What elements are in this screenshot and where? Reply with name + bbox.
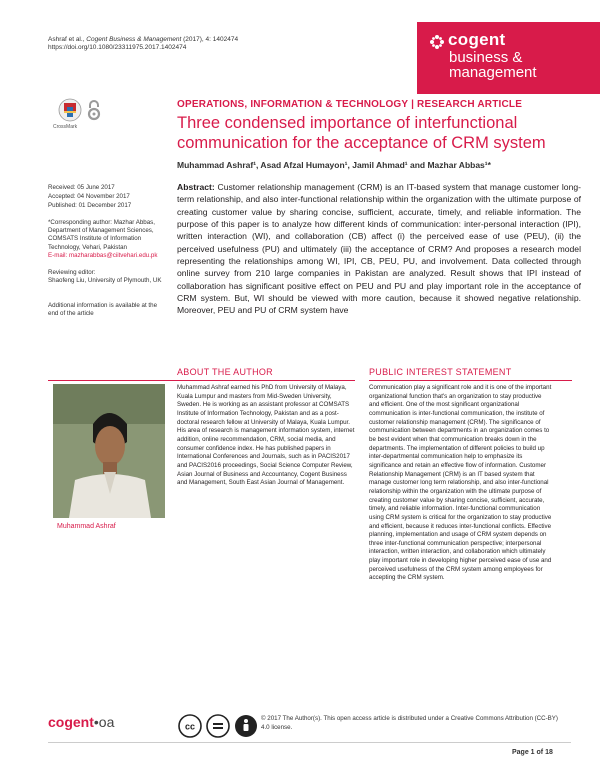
corresponding-author: *Corresponding author: Mazhar Abbas, Department of Management Sciences, COMSATS Institute of Information Technology, Vehari, Pakistan xyxy=(48,219,155,251)
attribution-icon xyxy=(234,714,258,738)
received-date: Received: 05 June 2017 xyxy=(48,184,115,191)
article-title: Three condensed importance of interfunctional communication for the acceptance of CRM system xyxy=(177,114,546,152)
abstract-text: Customer relationship management (CRM) is an IT-based system that manage customer long-term relationship, and also inter-functional relationship within the organization with the ultimate purpose of creating customer value by sharing concise, sufficient, accurate, timely, and reliable information. The purpose of this paper is to analyze how different kinds of communication: inter-personal interaction (IPI), written interaction (WI), and collaboration (CB) affect (i) the perceived ease of use (PEU), (ii) the perceived usefulness (PU) and ultimately (iii) the acceptance of CRM? And proposes a research model representing the relationships among WI, IPI, CB, PEU, PU, and involvement. Data collected through online survey from 210 large companies in Pakistan are analyzed. Result shows that IPI instead of collaboration has significant positive effect on PEU and PU and play important role in the acceptance of CRM system. But, WI should be viewed with more caution, because it showed negative relationship. Moreover, PEU and PU of CRM system have xyxy=(177,182,581,316)
license-text: © 2017 The Author(s). This open access article is distributed under a Creative Commons Attribution (CC-BY) 4.0 license. xyxy=(261,715,558,731)
svg-text:cc: cc xyxy=(184,721,196,732)
author-email[interactable]: E-mail: mazharabbas@ciitvehari.edu.pk xyxy=(48,252,158,259)
abstract xyxy=(177,181,581,317)
crossmark-icon[interactable] xyxy=(58,98,82,122)
open-access-icon xyxy=(86,99,102,121)
citation-authors: Ashraf et al., xyxy=(48,36,87,43)
about-author-heading: ABOUT THE AUTHOR xyxy=(177,367,273,377)
published-date: Published: 01 December 2017 xyxy=(48,202,132,209)
reviewing-editor-label: Reviewing editor: xyxy=(48,269,96,276)
public-interest-heading: PUBLIC INTEREST STATEMENT xyxy=(369,367,512,377)
accepted-date: Accepted: 04 November 2017 xyxy=(48,193,130,200)
crossmark-label: CrossMark xyxy=(53,124,78,130)
citation-journal: Cogent Business & Management xyxy=(86,36,182,43)
footer-logo xyxy=(48,714,114,732)
banner-brand: cogent xyxy=(448,30,506,49)
additional-info: Additional information is available at the end of the article xyxy=(48,302,158,318)
reviewing-editor: Shaofeng Liu, University of Plymouth, UK xyxy=(48,277,162,284)
interest-divider xyxy=(369,380,572,381)
footer-brand: cogent xyxy=(48,714,94,730)
author-photo-image xyxy=(53,384,165,518)
page-number xyxy=(512,749,553,756)
author-list: Muhammad Ashraf¹, Asad Afzal Humayon¹, Jamil Ahmad¹ and Mazhar Abbas¹* xyxy=(177,160,491,170)
about-divider xyxy=(48,380,355,381)
banner-journal-line2: management xyxy=(449,64,537,81)
equals-license-icon xyxy=(206,714,230,738)
author-photo xyxy=(53,384,165,518)
photo-caption: Muhammad Ashraf xyxy=(57,523,116,530)
citation-volume: (2017), 4: 1402474 xyxy=(181,36,239,43)
journal-banner xyxy=(417,22,600,94)
citation-line xyxy=(48,35,238,44)
banner-journal-line1: business & xyxy=(449,49,523,66)
cogent-logo-icon xyxy=(429,34,445,50)
section-label: OPERATIONS, INFORMATION & TECHNOLOGY | RESEARCH ARTICLE xyxy=(177,99,523,110)
creative-commons-icon xyxy=(178,714,202,738)
footer-divider xyxy=(48,742,571,743)
abstract-label: Abstract: xyxy=(177,182,215,192)
footer-oa: •oa xyxy=(93,714,115,730)
doi-link[interactable]: https://doi.org/10.1080/23311975.2017.1402474 xyxy=(48,44,187,51)
page-number-label: Page 1 of 18 xyxy=(512,749,553,756)
about-author-text: Muhammad Ashraf earned his PhD from University of Malaya, Kuala Lumpur and masters from Mid-Sweden University, Sweden. He is working as an assistant professor at COMSATS Institute of Information Technology, Pakistan and as a post-doctoral research fellow at University of Malaya, Kuala Lumpur. His area of research is management information system, internet addition, online recommendation, CRM, social media, and consumer confidence index. He has published papers in International Conferences and Journals, such as in PACIS2017 and PACIS2016 proceedings, Social Science Computer Review, Asian Journal of Business and Accountancy, Cogent Business and Management, South East Asian Journal of Management. xyxy=(177,384,355,487)
public-interest-text: Communication play a significant role and it is one of the important organizational function that's an organization to stay productive and efficient. One of the most significant organizational communication is inter-functional communication, the institute of customer relationship management (CRM). The significance of communication between departments in an organization comes to be best evident when that communication breaks down in the departments. The implementation of different policies to build up inter-departmental communication help to emphasize its significance and retain an effective flow of information. Customer Relationship Management (CRM) is an IT based system that manage customer long term relationship, and also inter-functional relationship within the organization with the ultimate purpose of creating customer value by sharing concise, sufficient, accurate, timely, and reliable information. Inter-functional communication using CRM system is critical for the organization to stay productive and efficient, because it reduces inter-functional conflicts. Effective planning, implementation and usage of CRM system depends on three inter-functional communication perspective; interpersonal interaction, written interaction, and collaboration which ultimately play important role in developing higher perceived ease of use and perceived usefulness of the CRM system among employees for accepting the CRM system. xyxy=(369,384,552,582)
